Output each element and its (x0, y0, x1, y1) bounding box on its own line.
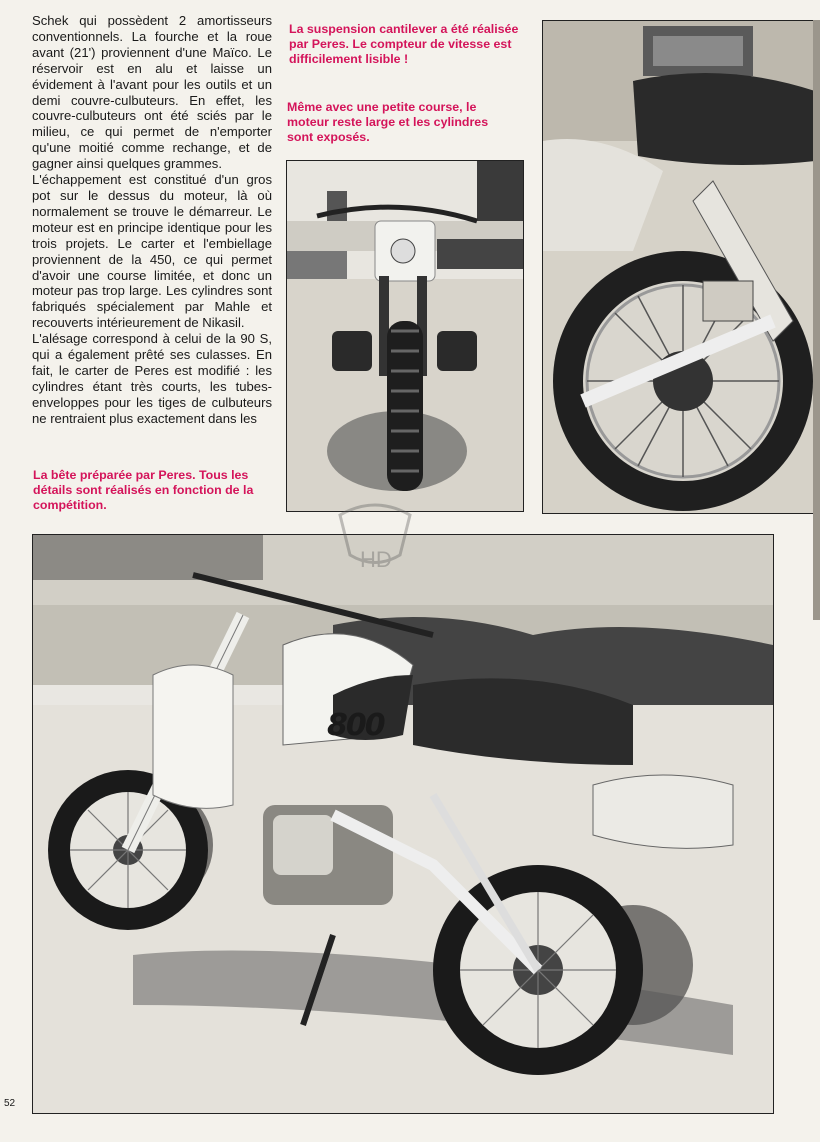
tank-logo: 800 (327, 708, 384, 743)
article-paragraph: L'alésage correspond à celui de la 90 S, qui a également prêté ses culasses. En fait, le carter de Peres est modifié : les cylindres étant très courts, les tubes-enveloppes pour les tiges de culbuteurs ne rentraient plus exactement dans les (32, 331, 272, 426)
page-edge (813, 20, 820, 620)
photo-front-view (286, 160, 524, 512)
watermark-text: HD (360, 547, 392, 572)
caption-bete: La bête préparée par Peres. Tous les détails sont réalisés en fonction de la compétition. (33, 468, 254, 512)
page-number: 52 (4, 1098, 16, 1109)
caption-cantilever: La suspension cantilever a été réalisée par Peres. Le compteur de vitesse est difficilement lisible ! (289, 22, 519, 66)
watermark-logo (330, 495, 420, 575)
article-body (32, 13, 272, 427)
caption-moteur: Même avec une petite course, le moteur reste large et les cylindres sont exposés. (287, 100, 489, 144)
photo-main-bike (32, 534, 774, 1114)
photo-cantilever (542, 20, 816, 514)
article-paragraph: L'échappement est constitué d'un gros pot sur le dessus du moteur, là où normalement se trouve le démarreur. Le moteur est en principe identique pour les trois projets. Le carter et l'embiellage proviennent de la 450, ce qui permet d'avoir une course limitée, et donc un moteur pas trop large. Les cylindres sont fabriqués spécialement par Mahle et recouverts intérieurement de Nikasil. (32, 172, 272, 331)
article-paragraph: Schek qui possèdent 2 amortisseurs conventionnels. La fourche et la roue avant (21') proviennent d'une Maïco. Le réservoir est en alu et laisse un évidement à l'avant pour les outils et un demi couvre-culbuteurs. En effet, les couvre-culbuteurs ont été sciés par le milieu, ce qui permet de n'emporter qu'une moitié comme rechange, et de gagner ainsi quelques grammes. (32, 13, 272, 172)
